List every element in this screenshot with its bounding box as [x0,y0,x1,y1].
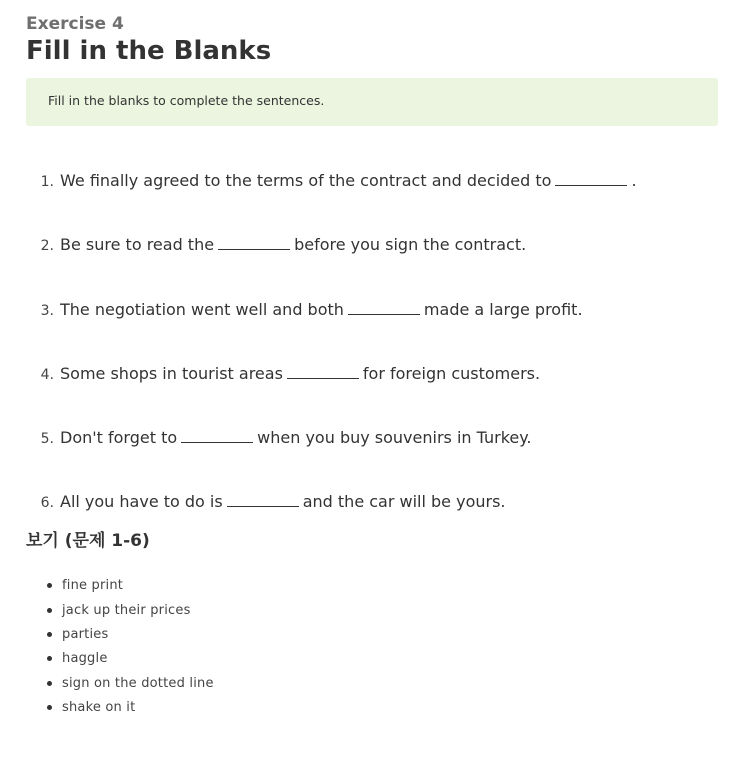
question-1 [26,170,718,234]
word-bank-item-label: sign on the dotted line [62,675,214,691]
bullet-icon [47,656,52,661]
answer-blank[interactable] [218,234,290,250]
answer-blank[interactable] [227,491,299,507]
answer-blank[interactable] [181,427,253,443]
word-bank-item [26,695,718,719]
question-number: 4. [40,366,54,383]
question-text-after: . [631,171,637,190]
page-title: Fill in the Blanks [26,36,272,66]
question-text-before: The negotiation went well and both [60,299,344,319]
question-4 [26,363,718,427]
word-bank-item [26,598,718,622]
question-3 [26,299,718,363]
instructions-text: Fill in the blanks to complete the sentences. [48,93,325,108]
word-bank-item [26,622,718,646]
answer-blank[interactable] [348,299,420,315]
exercise-page [26,13,718,720]
question-text-before: We finally agreed to the terms of the contract and decided to [60,171,552,190]
answer-blank[interactable] [287,363,359,379]
word-bank-title: 보기 (문제 1-6) [26,530,150,551]
question-text-after: made a large profit. [423,299,583,319]
word-bank-item-label: jack up their prices [62,602,191,618]
word-bank-item-label: parties [62,627,109,643]
exercise-label: Exercise 4 [26,14,124,34]
question-number: 3. [40,302,54,319]
question-text-after: for foreign customers. [362,363,541,383]
question-list [26,170,718,556]
bullet-icon [47,705,52,710]
word-bank-item-label: fine print [62,578,124,594]
bullet-icon [47,632,52,637]
bullet-icon [47,608,52,613]
instructions-box [26,78,718,126]
word-bank-item-label: shake on it [62,699,136,715]
question-text-before: Be sure to read the [60,235,215,255]
word-bank-item [26,647,718,671]
question-number: 6. [40,495,54,512]
answer-blank[interactable] [555,170,627,186]
bullet-icon [47,583,52,588]
question-number: 1. [40,174,54,190]
question-text-before: All you have to do is [60,492,223,512]
question-5 [26,427,718,491]
bullet-icon [47,681,52,686]
question-text-after: when you buy souvenirs in Turkey. [257,428,532,448]
word-bank-list [26,574,718,720]
question-text-after: before you sign the contract. [294,235,527,255]
question-number: 2. [40,238,54,255]
question-text-before: Some shops in tourist areas [60,363,283,383]
word-bank-item [26,671,718,695]
question-2 [26,234,718,298]
word-bank-item [26,574,718,598]
question-text-after: and the car will be yours. [302,492,506,512]
question-text-before: Don't forget to [60,428,178,448]
question-number: 5. [40,431,54,448]
word-bank-item-label: haggle [62,651,108,667]
